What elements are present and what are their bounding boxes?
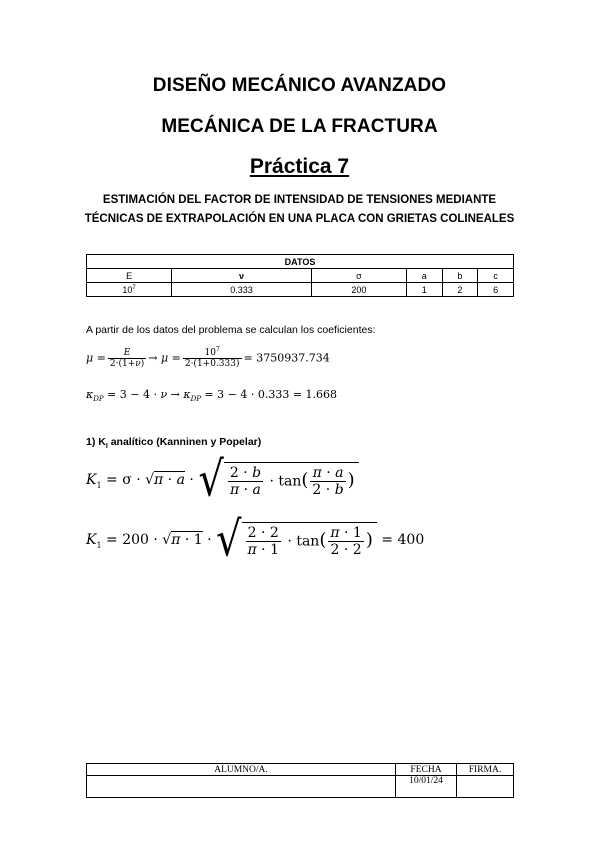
header-sigma: σ [311, 269, 406, 283]
value-sigma: 200 [311, 283, 406, 297]
fecha-value: 10/01/24 [396, 776, 457, 798]
kappa-equation: $\kappa_{DP} = 3 - 4 \cdot \nu \to \kappa_{DP} = 3 - 4 \cdot 0.333 = 1.668$ [86, 388, 338, 404]
subtitle-line2: TÉCNICAS DE EXTRAPOLACIÓN EN UNA PLACA CON GRIETAS COLINEALES [84, 213, 515, 225]
header-a: a [406, 269, 442, 283]
subtitle-line1: ESTIMACIÓN DEL FACTOR DE INTENSIDAD DE TENSIONES MEDIANTE [102, 194, 497, 206]
fecha-label: FECHA [396, 764, 457, 776]
header-nu: ν [172, 269, 312, 283]
alumno-label: ALUMNO/A. [87, 764, 396, 776]
signature-table [86, 763, 514, 798]
mu-equation: μ = $\frac{E}{2\cdot(1+\nu)}$ → μ = $\frac{10^7}{2\cdot(1+0.333)}$ = 3750937.734 [86, 346, 330, 370]
alumno-field[interactable] [87, 776, 396, 798]
value-a: 1 [406, 283, 442, 297]
practice-title: Práctica 7 [249, 155, 350, 178]
k-result: 400 [397, 532, 425, 548]
firma-field[interactable] [457, 776, 514, 798]
firma-label: FIRMA. [457, 764, 514, 776]
header-b: b [442, 269, 478, 283]
value-E: $10^7$ [87, 283, 172, 297]
mu-result: 3750937.734 [256, 351, 330, 365]
datos-values-row [87, 283, 514, 297]
value-b: 2 [442, 283, 478, 297]
datos-title: DATOS [87, 255, 514, 269]
section1-heading: 1) $K_I$ analítico (Kanninen y Popelar) [86, 436, 262, 451]
k-formula-numeric: $K_1 = 200 \cdot √\pi \cdot 1$ · √ $\frac{2 \cdot 2}{\pi \cdot 1}$ · tan( $\frac{\pi \cdot 1}{2 \cdot 2}$ ) = 400 [86, 512, 425, 568]
doc-title-line1: DISEÑO MECÁNICO AVANZADO [152, 75, 447, 96]
datos-header-row [87, 269, 514, 283]
value-c: 6 [478, 283, 514, 297]
intro-paragraph: A partir de los datos del problema se calculan los coeficientes: [86, 324, 376, 336]
datos-table [86, 254, 514, 297]
header-c: c [478, 269, 514, 283]
kappa-result: 1.668 [305, 388, 338, 401]
doc-title-line2: MECÁNICA DE LA FRACTURA [161, 116, 438, 137]
value-nu: 0.333 [172, 283, 312, 297]
k-formula-symbolic: $K_1 = \sigma \cdot √\pi \cdot a$ · √ $\frac{2 \cdot b}{\pi \cdot a}$ · tan( $\frac{\pi \cdot a}{2 \cdot b}$ ) [86, 460, 359, 500]
header-E: E [87, 269, 172, 283]
